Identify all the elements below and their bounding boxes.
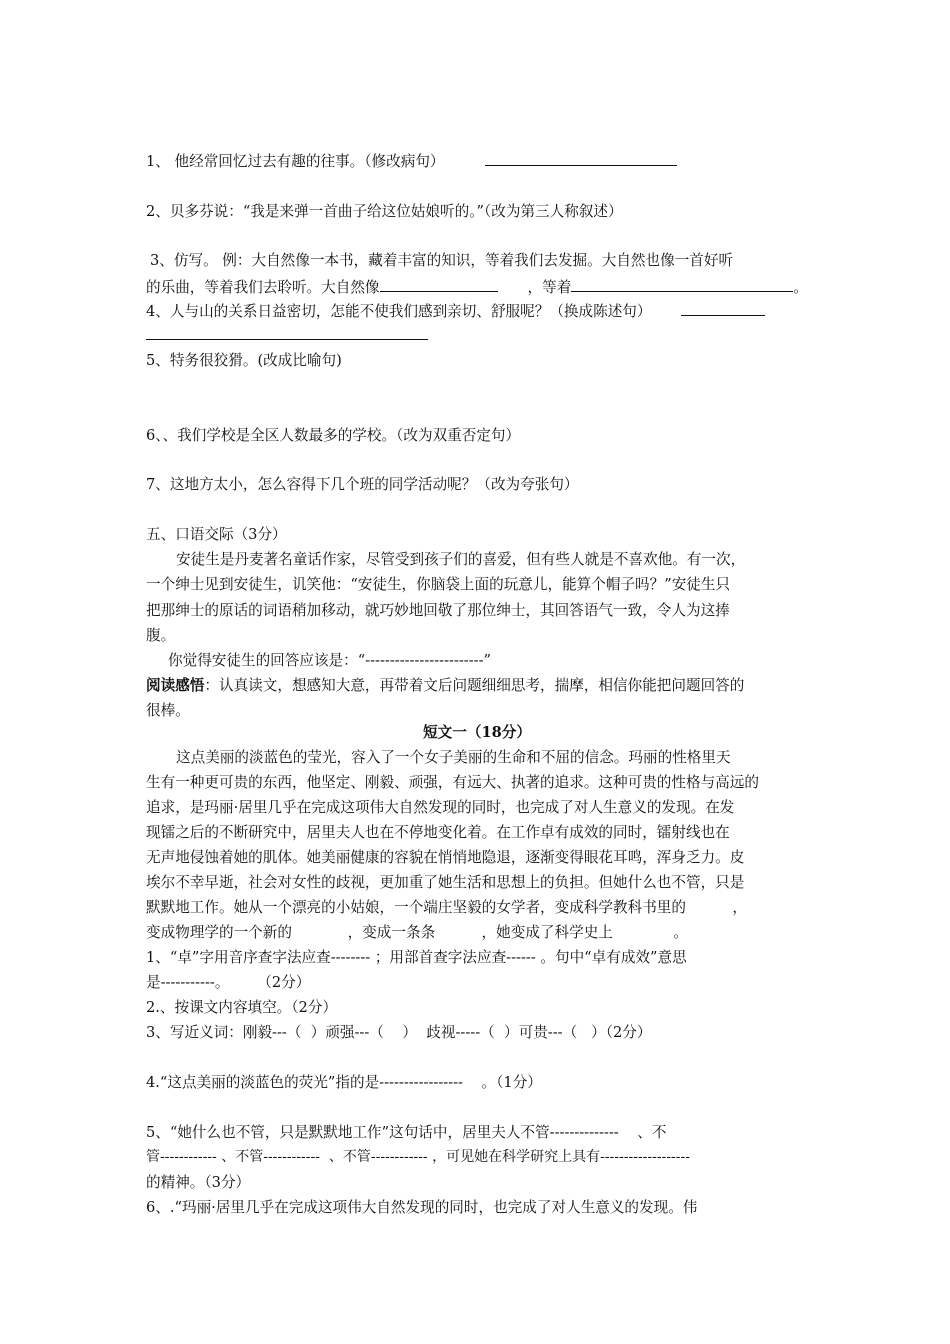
passage-line: 无声地侵蚀着她的肌体。她美丽健康的容貌在悄悄地隐退，逐渐变得眼花耳鸣，浑身乏力。皮	[146, 849, 745, 866]
passage-question-5-cont: 管------------ 、不管------------ 、不管------------ ，可见她在科学研究上具有-------------------	[146, 1149, 690, 1165]
passage-question-1: 1、“卓”字用音序查字法应查-------- ；用部首查字法应查------ 。句中“卓有成效”意思	[146, 949, 687, 966]
question-5: 5、特务很狡猾。(改成比喻句)	[146, 352, 342, 369]
oral-question: 你觉得安徒生的回答应该是：“------------------------”	[168, 652, 491, 669]
question-4-answer-line	[146, 324, 808, 346]
passage-question-3: 3、写近义词：刚毅---（ ）顽强---（ ） 歧视-----（ ）可贵---（ ）（2分）	[146, 1024, 652, 1041]
answer-line	[571, 276, 793, 292]
question-3-line-2	[146, 276, 808, 298]
answer-line	[485, 150, 677, 166]
question-2: 2、贝多芬说：“我是来弹一首曲子给这位姑娘听的。”（改为第三人称叙述）	[146, 203, 623, 220]
question-1	[146, 150, 808, 172]
oral-paragraph-line: 把那绅士的原话的词语稍加移动，就巧妙地回敬了那位绅士，其回答语气一致，令人为这捧	[146, 602, 730, 619]
reading-intro-line-2: 很棒。	[146, 702, 190, 719]
answer-line	[380, 276, 498, 292]
reading-label: 阅读感悟	[146, 677, 205, 694]
question-7: 7、这地方太小，怎么容得下几个班的同学活动呢？（改为夸张句）	[146, 476, 579, 493]
answer-line	[146, 324, 428, 340]
answer-line	[681, 300, 765, 316]
question-1-text: 1、 他经常回忆过去有趣的往事。（修改病句）	[146, 153, 445, 170]
passage-line: 追求，是玛丽·居里几乎在完成这项伟大自然发现的同时，也完成了对人生意义的发现。在发	[146, 799, 735, 816]
passage-question-2: 2.、按课文内容填空。（2分）	[146, 999, 338, 1016]
passage-title: 短文一（18分）	[423, 724, 531, 741]
passage-question-5: 5、“她什么也不管，只是默默地工作”这句话中，居里夫人不管-------------- 、不	[146, 1124, 667, 1141]
reading-intro	[146, 675, 808, 696]
passage-line: 变成物理学的一个新的 ，变成一条条 ，她变成了科学史上 。	[146, 924, 688, 941]
oral-heading: 五、口语交际（3分）	[146, 526, 287, 543]
passage-question-1-cont: 是-----------。 （2分）	[146, 974, 311, 991]
question-6: 6、、我们学校是全区人数最多的学校。（改为双重否定句）	[146, 427, 521, 444]
question-4	[146, 300, 808, 322]
passage-question-6: 6、.“玛丽·居里几乎在完成这项伟大自然发现的同时，也完成了对人生意义的发现。伟	[146, 1199, 698, 1216]
passage-line: 生有一种更可贵的东西，他坚定、刚毅、顽强，有远大、执著的追求。这种可贵的性格与高远的	[146, 774, 759, 791]
question-3-text-a: 的乐曲，等着我们去聆听。大自然像	[146, 279, 380, 296]
passage-line: 默默地工作。她从一个漂亮的小姑娘，一个端庄坚毅的女学者，变成科学教科书里的 ，	[146, 899, 747, 916]
question-3-text-b: ，等着	[527, 279, 572, 296]
passage-line: 埃尔不幸早逝，社会对女性的歧视，更加重了她生活和思想上的负担。但她什么也不管，只是	[146, 874, 745, 891]
oral-paragraph-line: 腹。	[146, 627, 176, 644]
passage-question-5-end: 的精神。（3分）	[146, 1174, 251, 1191]
passage-question-4: 4.“这点美丽的淡蓝色的荧光”指的是----------------- 。（1分）	[146, 1074, 542, 1091]
passage-line: 这点美丽的淡蓝色的莹光，容入了一个女子美丽的生命和不屈的信念。玛丽的性格里天	[176, 749, 731, 766]
reading-intro-text: ：认真读文，想感知大意，再带着文后问题细细思考，揣摩，相信你能把问题回答的	[204, 677, 745, 694]
question-3-line-1: 3、仿写。 例：大自然像一本书，藏着丰富的知识，等着我们去发掘。大自然也像一首好听	[150, 252, 734, 269]
question-4-text: 4、人与山的关系日益密切，怎能不使我们感到亲切、舒服呢？（换成陈述句）	[146, 303, 652, 320]
question-3-text-c: 。	[793, 279, 808, 296]
oral-paragraph-line: 安徒生是丹麦著名童话作家，尽管受到孩子们的喜爱，但有些人就是不喜欢他。有一次，	[176, 551, 746, 568]
passage-line: 现镭之后的不断研究中，居里夫人也在不停地变化着。在工作卓有成效的同时，镭射线也在	[146, 824, 730, 841]
oral-paragraph-line: 一个绅士见到安徒生，讥笑他：“安徒生，你脑袋上面的玩意儿，能算个帽子吗？”安徒生只	[146, 576, 731, 593]
